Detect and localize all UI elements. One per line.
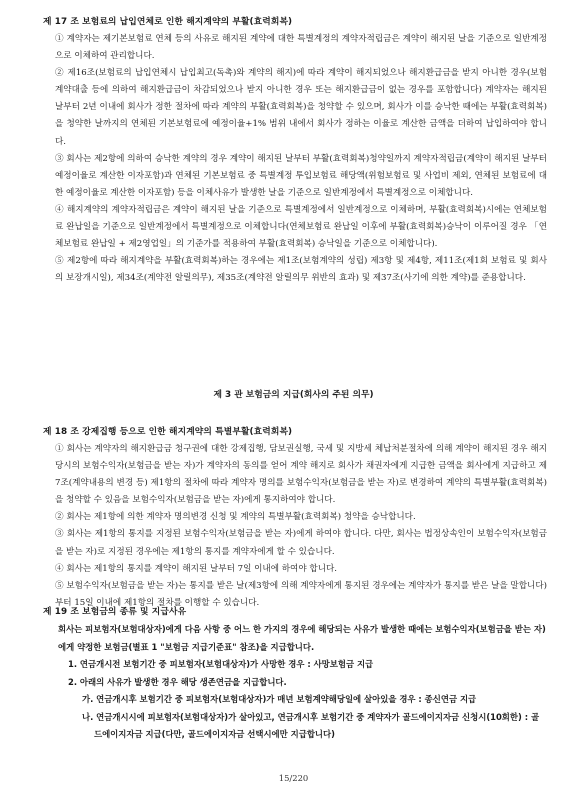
article-18-body [55,441,547,612]
article-18-paragraph-1: ① 회사는 계약자의 해지환급금 청구권에 대한 강제집행, 담보권실행, 국세 및 지방세 체납처분절차에 의해 계약이 해지된 경우 해지 당시의 보험수익자(보험금을 받는 자)가 계약자의 동의를 얻어 계약 해지로 회사가 채권자에게 지급한 금액을 회사에게 지급하고 제7조(계약내용의 변경 등) 제1항의 절차에 따라 계약자 명의를 보험수익자(보험금을 받는 자)로 변경하여 계약의 특별부활(효력회복)을 청약할 수 있음을 보험수익자(보험금을 받는 자)에게 통지하여야 합니다. [55,444,547,506]
article-17-title: 제 17 조 보험료의 납입연체로 인한 해지계약의 부활(효력회복) [43,17,293,27]
article-19-body [58,621,546,744]
article-18-paragraph-3: ③ 회사는 제1항의 통지를 지정된 보험수익자(보험금을 받는 자)에게 하여야 합니다. 다만, 회사는 법정상속인이 보험수익자(보험금을 받는 자)로 지정된 경우에는 제1항의 통지를 계약자에게 할 수 있습니다. [55,529,547,557]
article-17-paragraph-4: ④ 해지계약의 계약자적립금은 계약이 해지된 날을 기준으로 특별계정에서 일반계정으로 이체하며, 부활(효력회복)시에는 연체보험료 완납일을 기준으로 일반계정에서 특별계정으로 이체합니다(연체보험료 완납일 이후에 부활(효력회복)승낙이 이루어질 경우 「연체보험료 완납일 + 제2영업일」의 기준가를 적용하여 부활(효력회복) 승낙일을 기준으로 이체합니다). [55,204,547,250]
section-3-title: 제 3 관 보험금의 지급(회사의 주된 의무) [213,390,374,400]
article-19-title: 제 19 조 보험금의 종류 및 지급사유 [43,607,187,617]
article-18-paragraph-2: ② 회사는 제1항에 의한 계약자 명의변경 신청 및 계약의 특별부활(효력회복) 청약을 승낙합니다. [55,512,416,523]
article-17-paragraph-5: ⑤ 제2항에 따라 해지계약을 부활(효력회복)하는 경우에는 제1조(보험계약의 성립) 제3항 및 제4항, 제11조(제1회 보험료 및 회사의 보장개시일), 제34조(계약전 알릴의무), 제35조(계약전 알릴의무 위반의 효과) 및 제37조(사기에 의한 계약)를 준용합니다. [55,256,547,284]
article-19-intro: 회사는 피보험자(보험대상자)에게 다음 사항 중 어느 한 가지의 경우에 해당되는 사유가 발생한 때에는 보험수익자(보험금을 받는 자)에게 약정한 보험금(별표 1 "보험금 지급기준표" 참조)을 지급합니다. [58,624,546,652]
article-19-item-1: 1. 연금개시전 보험기간 중 피보험자(보험대상자)가 사망한 경우 : 사망보험금 지급 [68,659,374,669]
article-19-sub-item-ga: 가. 연금개시후 보험기간 중 피보험자(보험대상자)가 매년 보험계약해당일에 살아있을 경우 : 종신연금 지급 [82,694,477,704]
article-18-title: 제 18 조 강제집행 등으로 인한 해지계약의 특별부활(효력회복) [43,427,293,437]
article-18-paragraph-4: ④ 회사는 제1항의 통지를 계약이 해지된 날부터 7일 이내에 하여야 합니다. [55,563,338,574]
article-18-paragraph-5: ⑤ 보험수익자(보험금을 받는 자)는 통지를 받은 날(제3항에 의해 계약자에게 통지된 경우에는 계약자가 통지를 받은 날을 말합니다)부터 15일 이내에 제1항의 절차를 이행할 수 있습니다. [55,580,547,608]
article-19-item-2: 2. 아래의 사유가 발생한 경우 해당 생존연금을 지급합니다. [68,676,287,687]
article-17-paragraph-2: ② 제16조(보험료의 납입연체시 납입최고(독촉)와 계약의 해지)에 따라 계약이 해지되었으나 해지환급금을 받지 아니한 경우(보험계약대출 등에 의하여 해지환급금이 차감되었으나 받지 아니한 경우 또는 해지환급금이 없는 경우를 포함합니다) 계약자는 해지된 날부터 2년 이내에 회사가 정한 절차에 따라 계약의 부활(효력회복)을 청약할 수 있으며, 회사가 이를 승낙한 때에는 부활(효력회복)을 청약한 날까지의 연체된 기본보험료에 예정이율+1% 범위 내에서 회사가 정하는 이율로 계산한 금액을 더하여 납입하여야 합니다. [55,68,547,147]
page-number: 15/220 [278,773,309,783]
article-17-body [55,31,547,287]
article-17-paragraph-1: ① 계약자는 제기본보험료 연체 등의 사유로 해지된 계약에 대한 특별계정의 계약자적립금은 계약이 해지된 날을 기준으로 일반계정으로 이체하여 관리합니다. [55,34,547,62]
article-17-paragraph-3: ③ 회사는 제2항에 의하여 승낙한 계약의 경우 계약이 해지된 날부터 부활(효력회복)청약일까지 계약자적립금(계약이 해지된 날부터 예정이율로 계산한 이자포함)과 연체된 기본보험료 중 특별계정 투입보험료 해당액(위험보험료 및 사업비 제외, 연체된 보험료에 대한 예정이율로 계산한 이자포함) 등을 이체사유가 발생한 날을 기준으로 일반계정에서 특별계정으로 이체합니다. [55,153,547,198]
article-19-sub-item-na: 나. 연금개시시에 피보험자(보험대상자)가 살아있고, 연금개시후 보험기간 중 계약자가 골드에이지자금 신청시(10회한) : 골드에이지자금 지급(다만, 골드에이지자금 선택시에만 지급합니다) [82,711,540,739]
